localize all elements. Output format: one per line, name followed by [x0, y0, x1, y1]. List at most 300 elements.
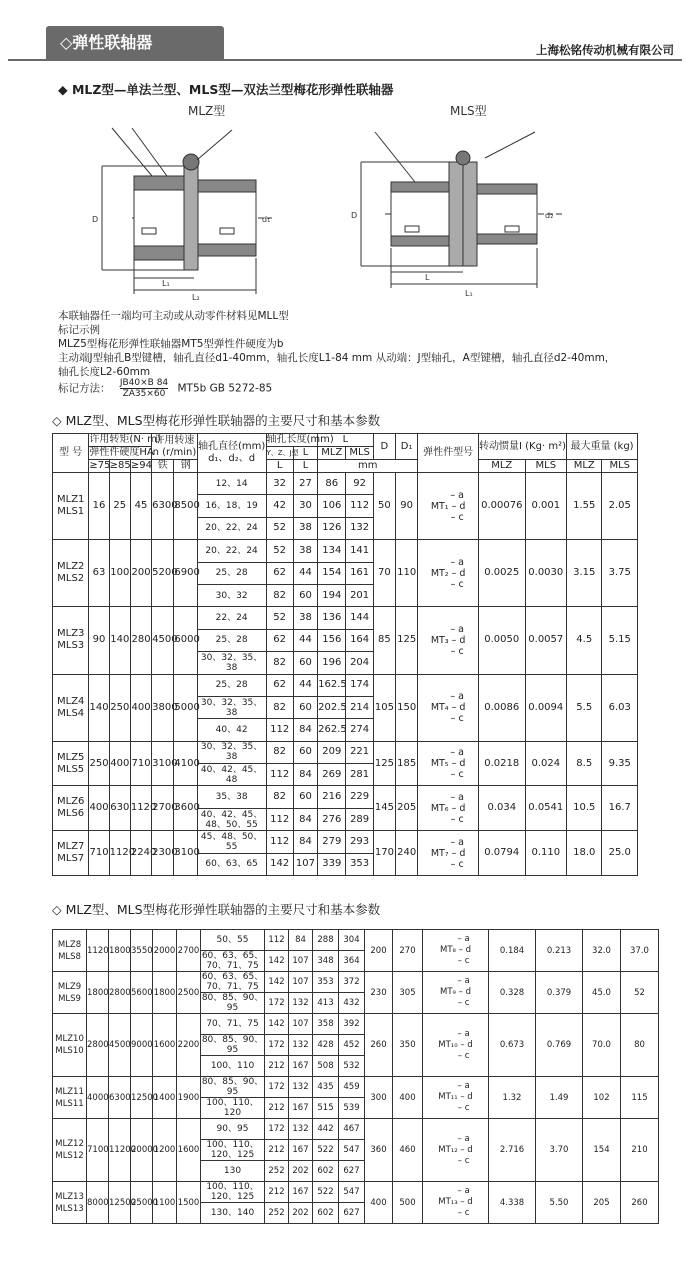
value-cell: 63	[89, 540, 109, 607]
value-cell: 20000	[131, 1119, 153, 1182]
value-cell: 4.5	[567, 607, 602, 674]
svg-text:d₁: d₁	[262, 215, 271, 224]
value-cell: 52	[621, 972, 659, 1014]
spec-table-1	[52, 433, 638, 876]
svg-text:D: D	[351, 211, 358, 220]
length-cell: 547	[339, 1140, 365, 1161]
th-mls: MLS	[346, 447, 373, 460]
value-cell: 25000	[131, 1182, 153, 1224]
value-cell: 32.0	[583, 930, 621, 972]
length-cell: 167	[289, 1098, 313, 1119]
value-cell: 2.716	[489, 1119, 536, 1182]
length-cell: 112	[266, 808, 293, 830]
value-cell: 1120	[109, 831, 130, 876]
th-torque: 许用转矩(N· m)	[89, 434, 161, 445]
length-cell: 279	[318, 831, 346, 853]
length-cell: 112	[266, 831, 293, 853]
D1-cell: 350	[393, 1014, 423, 1077]
table-row	[53, 1182, 659, 1203]
svg-text:L₁: L₁	[162, 279, 170, 288]
company-name: 上海松铭传动机械有限公司	[536, 43, 674, 57]
value-cell: 0.0050	[478, 607, 525, 674]
th-h3: ≥94	[130, 460, 153, 471]
length-cell: 432	[339, 993, 365, 1014]
length-cell: 281	[346, 764, 373, 786]
section2-title: ◇ MLZ型、MLS型梅花形弹性联轴器的主要尺寸和基本参数	[52, 902, 381, 917]
model-cell: MLZ6 MLS6	[53, 786, 89, 831]
bore-cell: 80、85、90、95	[201, 993, 264, 1013]
value-cell: 8500	[174, 473, 197, 540]
mls-label: MLS型	[450, 104, 487, 118]
svg-text:L₂: L₂	[192, 293, 200, 302]
value-cell: 250	[89, 741, 109, 786]
mark-rest: MT5b GB 5272-85	[177, 382, 273, 395]
length-cell: 413	[313, 993, 339, 1014]
th-elastic: 弹性件型号	[418, 434, 479, 473]
length-cell: 252	[265, 1161, 289, 1182]
length-cell: 82	[266, 786, 293, 808]
D1-cell: 185	[396, 741, 418, 786]
length-cell: 174	[346, 674, 373, 696]
th-h2: ≥85	[109, 460, 131, 471]
bore-cell: 60、63、65、70、71、75	[201, 951, 264, 971]
value-cell: 210	[621, 1119, 659, 1182]
value-cell: 25.0	[602, 831, 638, 876]
length-cell: 38	[293, 517, 317, 539]
value-cell: 25	[109, 473, 130, 540]
header-rule	[8, 59, 682, 61]
length-cell: 428	[313, 1035, 339, 1056]
value-cell: 45	[130, 473, 151, 540]
value-cell: 0.0030	[525, 540, 567, 607]
length-cell: 293	[346, 831, 373, 853]
table-row	[53, 1014, 659, 1035]
length-cell: 86	[318, 473, 346, 495]
value-cell: 2800	[87, 1014, 109, 1077]
bore-cell: 100、110、120、125	[201, 1140, 265, 1161]
value-cell: 102	[583, 1077, 621, 1119]
th-yz: Y、Z、J型	[266, 447, 293, 460]
value-cell: 0.184	[489, 930, 536, 972]
value-cell: 1200	[153, 1119, 177, 1182]
bore-cell: 12、14	[197, 473, 266, 495]
length-cell: 202.5	[318, 696, 346, 718]
length-cell: 162.5	[318, 674, 346, 696]
value-cell: 12500	[109, 1182, 131, 1224]
length-cell: 156	[318, 629, 346, 651]
value-cell: 9.35	[602, 741, 638, 786]
bore-cell: 60、63、65、70、71、75	[201, 972, 264, 992]
model-cell: MLZ4 MLS4	[53, 674, 89, 741]
th-model: 型 号	[53, 434, 89, 473]
length-cell: 467	[339, 1119, 365, 1140]
value-cell: 4.338	[489, 1182, 536, 1224]
length-cell: 539	[339, 1098, 365, 1119]
length-cell: 84	[293, 831, 317, 853]
bore-cell: 30、32	[197, 584, 266, 606]
elastic-cell: – a MT₄ – d – c	[418, 674, 479, 741]
D-cell: 260	[365, 1014, 393, 1077]
length-cell: 161	[346, 562, 373, 584]
D1-cell: 270	[393, 930, 423, 972]
length-cell: 132	[346, 517, 373, 539]
length-cell: 38	[293, 607, 317, 629]
bore-cell: 20、22、24	[197, 540, 266, 562]
table-row	[53, 674, 638, 696]
elastic-cell: – a MT₈ – d – c	[423, 930, 489, 972]
D-cell: 200	[365, 930, 393, 972]
th-mlz: MLZ	[318, 447, 346, 460]
length-cell: 52	[266, 540, 293, 562]
value-cell: 5600	[131, 972, 153, 1014]
mark-method	[58, 378, 272, 399]
D-cell: 400	[365, 1182, 393, 1224]
model-cell: MLZ9 MLS9	[53, 972, 87, 1014]
bore-cell: 16、18、19	[197, 495, 266, 517]
value-cell: 3550	[131, 930, 153, 972]
table-row	[53, 1077, 659, 1098]
elastic-cell: – a MT₁₀ – d – c	[423, 1014, 489, 1077]
length-cell: 132	[289, 1077, 313, 1098]
model-cell: MLZ12 MLS12	[53, 1119, 87, 1182]
bore-cell: 50、55	[201, 930, 265, 951]
elastic-cell: – a MT₅ – d – c	[418, 741, 479, 786]
value-cell: 0.001	[525, 473, 567, 540]
value-cell: 5.5	[567, 674, 602, 741]
mark-fraction	[120, 378, 168, 399]
value-cell: 1800	[87, 972, 109, 1014]
value-cell: 2500	[177, 972, 201, 1014]
length-cell: 112	[346, 495, 373, 517]
length-cell: 142	[265, 951, 289, 972]
length-cell: 60	[293, 696, 317, 718]
spec-table-2	[52, 929, 659, 1224]
value-cell: 140	[109, 607, 130, 674]
elastic-cell: – a MT₇ – d – c	[418, 831, 479, 876]
value-cell: 710	[89, 831, 109, 876]
bore-cell: 100、110、120	[201, 1098, 265, 1119]
bore-cell: 25、28	[197, 674, 266, 696]
length-cell: 522	[313, 1140, 339, 1161]
length-cell: 547	[339, 1182, 365, 1203]
model-cell: MLZ13 MLS13	[53, 1182, 87, 1224]
length-cell: 212	[265, 1056, 289, 1077]
value-cell: 0.034	[478, 786, 525, 831]
length-cell: 107	[289, 1014, 313, 1035]
value-cell: 154	[583, 1119, 621, 1182]
th-mm: mm	[318, 460, 418, 473]
length-cell: 134	[318, 540, 346, 562]
th-L: L	[318, 434, 374, 447]
bore-cell: 100、110	[201, 1056, 265, 1077]
svg-text:D: D	[92, 215, 99, 224]
length-cell: 348	[313, 951, 339, 972]
bore-cell: 130、140	[201, 1203, 265, 1224]
length-cell: 38	[293, 540, 317, 562]
table-row	[53, 1119, 659, 1140]
note-line: MLZ5型梅花形弹性联轴器MT5型弹性件硬度为b	[58, 338, 284, 350]
value-cell: 3100	[174, 831, 197, 876]
length-cell: 30	[293, 495, 317, 517]
length-cell: 532	[339, 1056, 365, 1077]
elastic-cell: – a MT₆ – d – c	[418, 786, 479, 831]
length-cell: 212	[265, 1098, 289, 1119]
value-cell: 1400	[153, 1077, 177, 1119]
value-cell: 37.0	[621, 930, 659, 972]
D1-cell: 110	[396, 540, 418, 607]
length-cell: 167	[289, 1140, 313, 1161]
length-cell: 269	[318, 764, 346, 786]
value-cell: 630	[109, 786, 130, 831]
bore-cell: 30、32、35、38	[197, 696, 266, 718]
length-cell: 132	[289, 1119, 313, 1140]
value-cell: 2200	[177, 1014, 201, 1077]
length-cell: 392	[339, 1014, 365, 1035]
model-cell: MLZ11 MLS11	[53, 1077, 87, 1119]
value-cell: 2700	[177, 930, 201, 972]
elastic-cell: – a MT₃ – d – c	[418, 607, 479, 674]
th-bore: 轴孔直径(mm) d₁、d₂、d	[197, 434, 266, 473]
length-cell: 141	[346, 540, 373, 562]
note-line: 轴孔长度L2-60mm	[58, 366, 151, 378]
elastic-cell: – a MT₂ – d – c	[418, 540, 479, 607]
length-cell: 202	[289, 1161, 313, 1182]
length-cell: 112	[265, 930, 289, 951]
svg-text:L: L	[425, 273, 430, 282]
value-cell: 0.0025	[478, 540, 525, 607]
value-cell: 0.0094	[525, 674, 567, 741]
D-cell: 70	[373, 540, 395, 607]
value-cell: 4100	[174, 741, 197, 786]
value-cell: 16.7	[602, 786, 638, 831]
length-cell: 44	[293, 674, 317, 696]
length-cell: 52	[266, 607, 293, 629]
value-cell: 205	[583, 1182, 621, 1224]
value-cell: 3600	[174, 786, 197, 831]
length-cell: 435	[313, 1077, 339, 1098]
length-cell: 515	[313, 1098, 339, 1119]
note-line: 本联轴器任一端均可主动或从动零件材料见MLL型	[58, 310, 289, 322]
svg-text:L₁: L₁	[465, 289, 473, 298]
D-cell: 85	[373, 607, 395, 674]
value-cell: 710	[130, 741, 151, 786]
value-cell: 3.75	[602, 540, 638, 607]
elastic-cell: – a MT₉ – d – c	[423, 972, 489, 1014]
bore-cell: 80、85、90、95	[201, 1077, 264, 1097]
value-cell: 1500	[177, 1182, 201, 1224]
notes-block	[58, 309, 658, 379]
length-cell: 84	[293, 719, 317, 741]
D1-cell: 240	[396, 831, 418, 876]
length-cell: 304	[339, 930, 365, 951]
bore-cell: 100、110、120、125	[201, 1182, 265, 1203]
value-cell: 0.769	[536, 1014, 583, 1077]
bore-cell: 90、95	[201, 1119, 265, 1140]
length-cell: 52	[266, 517, 293, 539]
value-cell: 6300	[109, 1077, 131, 1119]
D1-cell: 460	[393, 1119, 423, 1182]
length-cell: 82	[266, 652, 293, 674]
length-cell: 84	[289, 930, 313, 951]
length-cell: 167	[289, 1182, 313, 1203]
value-cell: 16	[89, 473, 109, 540]
note-line: 主动端J型轴孔B型键槽，轴孔直径d1-40mm，轴孔长度L1-84 mm 从动端：J型轴孔，A型键槽，轴孔直径d2-40mm，	[58, 352, 616, 364]
th-speed: 许用转速n (r/min)	[152, 434, 197, 458]
bore-cell: 80、85、90、95	[201, 1035, 264, 1055]
bore-cell: 22、24	[197, 607, 266, 629]
length-cell: 353	[313, 972, 339, 993]
value-cell: 1.49	[536, 1077, 583, 1119]
value-cell: 400	[109, 741, 130, 786]
svg-text:d₂: d₂	[545, 211, 554, 220]
table-row	[53, 473, 638, 495]
length-cell: 627	[339, 1161, 365, 1182]
length-cell: 196	[318, 652, 346, 674]
value-cell: 0.213	[536, 930, 583, 972]
value-cell: 8.5	[567, 741, 602, 786]
D-cell: 170	[373, 831, 395, 876]
mark-bottom: ZA35×60	[122, 389, 166, 399]
D-cell: 125	[373, 741, 395, 786]
model-cell: MLZ5 MLS5	[53, 741, 89, 786]
th-iron: 铁	[152, 460, 174, 473]
D-cell: 50	[373, 473, 395, 540]
bore-cell: 70、71、75	[201, 1014, 265, 1035]
length-cell: 107	[293, 853, 317, 875]
th-D: D	[373, 434, 395, 460]
th-D1: D₁	[396, 434, 418, 460]
value-cell: 2240	[130, 831, 151, 876]
length-cell: 136	[318, 607, 346, 629]
bore-cell: 30、32、35、38	[197, 652, 266, 674]
length-cell: 201	[346, 584, 373, 606]
D-cell: 360	[365, 1119, 393, 1182]
length-cell: 44	[293, 562, 317, 584]
length-cell: 262.5	[318, 719, 346, 741]
mls-drawing	[345, 118, 585, 302]
length-cell: 42	[266, 495, 293, 517]
bore-cell: 60、63、65	[197, 853, 266, 875]
length-cell: 27	[293, 473, 317, 495]
length-cell: 106	[318, 495, 346, 517]
value-cell: 0.0541	[525, 786, 567, 831]
bore-cell: 20、22、24	[197, 517, 266, 539]
length-cell: 442	[313, 1119, 339, 1140]
model-cell: MLZ3 MLS3	[53, 607, 89, 674]
th-hardness: 弹性件硬度HA	[89, 447, 154, 458]
length-cell: 212	[265, 1182, 289, 1203]
D1-cell: 205	[396, 786, 418, 831]
length-cell: 44	[293, 629, 317, 651]
model-cell: MLZ2 MLS2	[53, 540, 89, 607]
length-cell: 167	[289, 1056, 313, 1077]
value-cell: 1100	[153, 1182, 177, 1224]
length-cell: 142	[265, 972, 289, 993]
th-mls-i: MLS	[525, 460, 567, 473]
length-cell: 164	[346, 629, 373, 651]
value-cell: 0.328	[489, 972, 536, 1014]
table-row	[53, 540, 638, 562]
mlz-label: MLZ型	[188, 104, 226, 118]
length-cell: 82	[266, 696, 293, 718]
elastic-cell: – a MT₁₃ – d – c	[423, 1182, 489, 1224]
length-cell: 60	[293, 584, 317, 606]
length-cell: 62	[266, 629, 293, 651]
value-cell: 0.024	[525, 741, 567, 786]
length-cell: 84	[293, 808, 317, 830]
table-row	[53, 831, 638, 853]
D1-cell: 150	[396, 674, 418, 741]
length-cell: 92	[346, 473, 373, 495]
value-cell: 2000	[153, 930, 177, 972]
note-line: 标记示例	[58, 324, 100, 336]
value-cell: 1600	[153, 1014, 177, 1077]
length-cell: 364	[339, 951, 365, 972]
length-cell: 522	[313, 1182, 339, 1203]
value-cell: 9000	[131, 1014, 153, 1077]
value-cell: 7100	[87, 1119, 109, 1182]
length-cell: 276	[318, 808, 346, 830]
th-h1: ≥75	[89, 460, 111, 471]
th-Lcol: L	[266, 460, 293, 473]
value-cell: 1600	[177, 1119, 201, 1182]
D1-cell: 305	[393, 972, 423, 1014]
elastic-cell: – a MT₁₁ – d – c	[423, 1077, 489, 1119]
length-cell: 60	[293, 652, 317, 674]
length-cell: 452	[339, 1035, 365, 1056]
bore-cell: 25、28	[197, 629, 266, 651]
length-cell: 82	[266, 741, 293, 763]
bore-cell: 130	[201, 1161, 265, 1182]
table-row	[53, 972, 659, 993]
th-inertia: 转动惯量I (Kg· m²)	[478, 434, 566, 460]
D1-cell: 90	[396, 473, 418, 540]
value-cell: 2300	[152, 831, 174, 876]
length-cell: 112	[266, 719, 293, 741]
table-row	[53, 607, 638, 629]
value-cell: 12500	[131, 1077, 153, 1119]
length-cell: 172	[265, 1119, 289, 1140]
table-row	[53, 786, 638, 808]
value-cell: 280	[130, 607, 151, 674]
value-cell: 5200	[152, 540, 174, 607]
value-cell: 260	[621, 1182, 659, 1224]
value-cell: 100	[109, 540, 130, 607]
length-cell: 107	[289, 972, 313, 993]
value-cell: 45.0	[583, 972, 621, 1014]
value-cell: 400	[130, 674, 151, 741]
value-cell: 1900	[177, 1077, 201, 1119]
th-Lcol2: L	[293, 460, 317, 473]
length-cell: 142	[266, 853, 293, 875]
mark-top: JB40×B 84	[119, 378, 169, 388]
length-cell: 372	[339, 972, 365, 993]
D1-cell: 500	[393, 1182, 423, 1224]
th-L1: L	[293, 447, 317, 460]
length-cell: 107	[289, 951, 313, 972]
value-cell: 80	[621, 1014, 659, 1077]
value-cell: 5.15	[602, 607, 638, 674]
value-cell: 1.55	[567, 473, 602, 540]
length-cell: 84	[293, 764, 317, 786]
bore-cell: 40、42	[197, 719, 266, 741]
D1-cell: 125	[396, 607, 418, 674]
length-cell: 132	[289, 993, 313, 1014]
length-cell: 132	[289, 1035, 313, 1056]
length-cell: 32	[266, 473, 293, 495]
table-row	[53, 930, 659, 951]
length-cell: 202	[289, 1203, 313, 1224]
